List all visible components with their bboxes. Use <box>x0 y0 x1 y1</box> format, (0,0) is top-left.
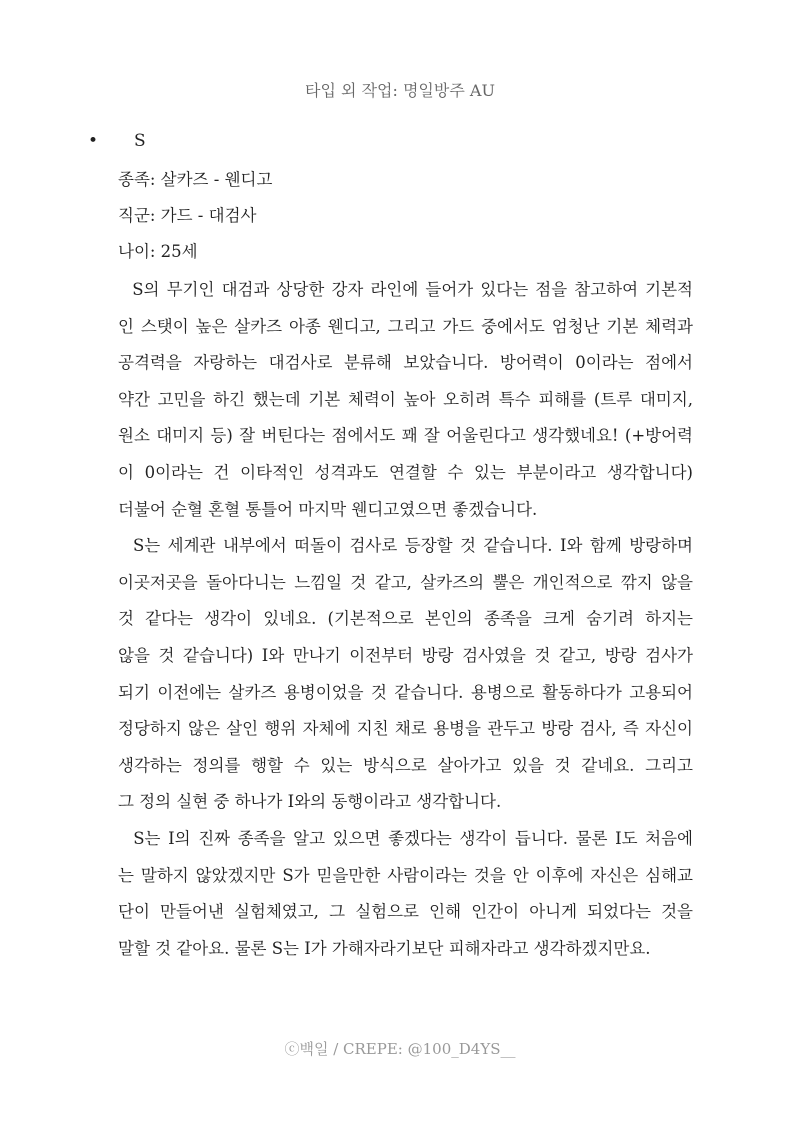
paragraph-line: 는 말하지 않았겠지만 S가 믿을만한 사람이라는 것을 안 이후에 자신은 심해교 <box>118 865 693 885</box>
paragraph-line: 않을 것 같습니다) I와 만나기 이전부터 방랑 검사였을 것 같고, 방랑 검사가 <box>118 646 693 665</box>
paragraph-line: 원소 대미지 등) 잘 버틴다는 점에서도 꽤 잘 어울린다고 생각했네요! (+방어력 <box>118 426 693 446</box>
paragraph-line: S는 I의 진짜 종족을 알고 있으면 좋겠다는 생각이 듭니다. 물론 I도 처음에 <box>118 829 693 848</box>
paragraph-line: 그 정의 실현 중 하나가 I와의 동행이라고 생각합니다. <box>118 792 502 812</box>
paragraph-line: 이 0이라는 건 이타적인 성격과도 연결할 수 있는 부분이라고 생각합니다) <box>118 463 693 482</box>
paragraph-line: 이곳저곳을 돌아다니는 느낌일 것 같고, 살카즈의 뿔은 개인적으로 깎지 않을 <box>118 572 693 592</box>
age-line: 나이: 25세 <box>118 242 198 261</box>
paragraph-line: 정당하지 않은 살인 행위 자체에 지친 채로 용병을 관두고 방랑 검사, 즉 자신이 <box>118 719 693 739</box>
class-line: 직군: 가드 - 대검사 <box>118 206 257 225</box>
paragraph-line: 약간 고민을 하긴 했는데 기본 체력이 높아 오히려 특수 피해를 (트루 대미지, <box>118 389 693 409</box>
paragraph-line: 것 같다는 생각이 있네요. (기본적으로 본인의 종족을 크게 숨기려 하지는 <box>118 609 693 629</box>
paragraph-line: S의 무기인 대검과 상당한 강자 라인에 들어가 있다는 점을 참고하여 기본적 <box>118 280 693 299</box>
paragraph-line: 말할 것 같아요. 물론 S는 I가 가해자라기보단 피해자라고 생각하겠지만요. <box>118 938 651 958</box>
bullet-icon: • <box>88 131 99 151</box>
paragraph-line: 공격력을 자랑하는 대검사로 분류해 보았습니다. 방어력이 0이라는 점에서 <box>118 353 693 373</box>
paragraph-line: 되기 이전에는 살카즈 용병이었을 것 같습니다. 용병으로 활동하다가 고용되어 <box>118 682 693 702</box>
character-name: S <box>134 131 146 151</box>
document-title: 타입 외 작업: 명일방주 AU <box>305 81 495 100</box>
paragraph-line: 더불어 순혈 혼혈 통틀어 마지막 웬디고였으면 좋겠습니다. <box>118 499 538 519</box>
paragraph-line: 생각하는 정의를 행할 수 있는 방식으로 살아가고 있을 것 같네요. 그리고 <box>118 755 693 775</box>
species-line: 종족: 살카즈 - 웬디고 <box>118 170 273 189</box>
copyright-footer: ⓒ백일 / CREPE: @100_D4YS__ <box>284 1040 516 1058</box>
paragraph-line: 단이 만들어낸 실험체였고, 그 실험으로 인해 인간이 아니게 되었다는 것을 <box>118 902 693 922</box>
paragraph-line: S는 세계관 내부에서 떠돌이 검사로 등장할 것 같습니다. I와 함께 방랑하며 <box>118 536 693 556</box>
paragraph-line: 인 스탯이 높은 살카즈 아종 웬디고, 그리고 가드 중에서도 엄청난 기본 체력과 <box>118 316 693 336</box>
